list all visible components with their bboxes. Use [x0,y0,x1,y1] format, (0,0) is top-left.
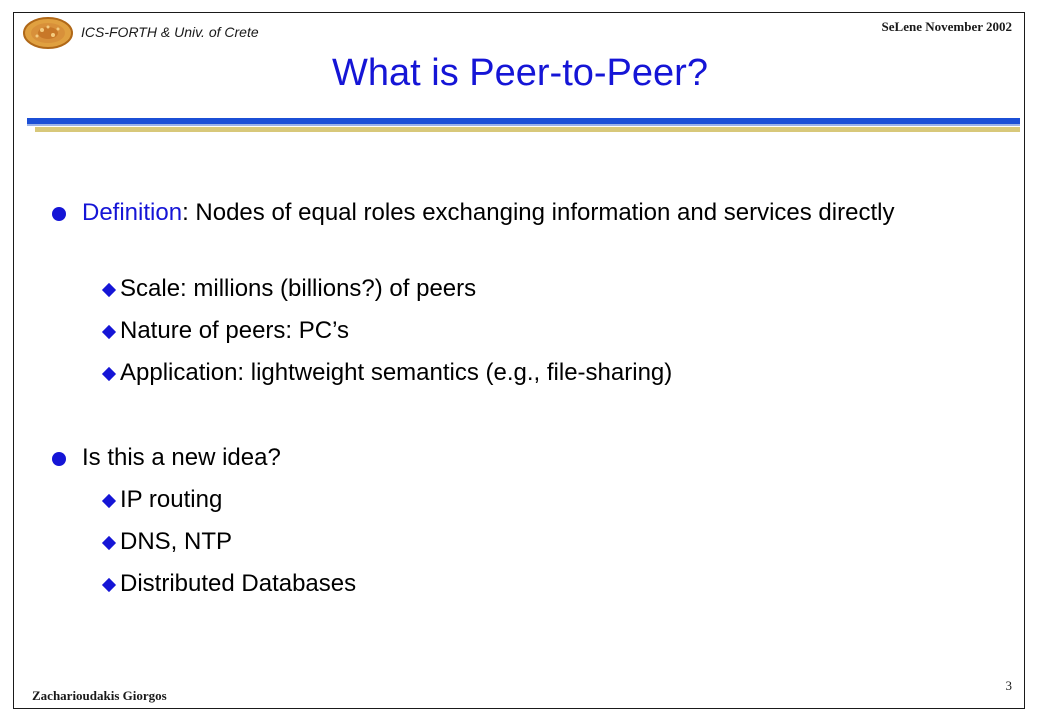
sub-bullet-text: IP routing [120,486,223,513]
diamond-bullet-icon [102,494,116,508]
diamond-bullet-icon [102,578,116,592]
page-number: 3 [1005,678,1012,693]
sub-bullet-text: Application: lightweight semantics (e.g., file-sharing) [120,359,673,386]
round-bullet-icon [52,207,66,221]
organization-label: ICS-FORTH & Univ. of Crete [81,24,259,40]
bullet-text: Is this a new idea? [82,444,281,471]
diamond-bullet-icon [102,536,116,550]
sub-bullet-text: DNS, NTP [120,528,233,555]
round-bullet-icon [52,452,66,466]
author-label: Zacharioudakis Giorgos [32,688,167,703]
slide-title: What is Peer-to-Peer? [332,52,708,94]
event-label: SeLene November 2002 [881,19,1012,34]
sub-bullet-ip-routing [104,483,222,517]
diamond-bullet-icon [102,367,116,381]
bullet-definition [52,196,982,230]
definition-text: : Nodes of equal roles exchanging information and services directly [182,199,895,226]
diamond-bullet-icon [102,325,116,339]
diamond-bullet-icon [102,283,116,297]
definition-term: Definition [82,199,183,226]
sub-bullet-text: Scale: millions (billions?) of peers [120,275,477,302]
sub-bullet-text: Nature of peers: PC’s [120,317,349,344]
sub-bullet-nature [104,314,349,348]
sub-bullet-distributed-databases [104,567,356,601]
sub-bullet-dns-ntp [104,525,232,559]
sub-bullet-application [104,356,672,390]
bullet-new-idea [52,441,982,475]
sub-bullet-text: Distributed Databases [120,570,357,597]
sub-bullet-scale [104,272,476,306]
